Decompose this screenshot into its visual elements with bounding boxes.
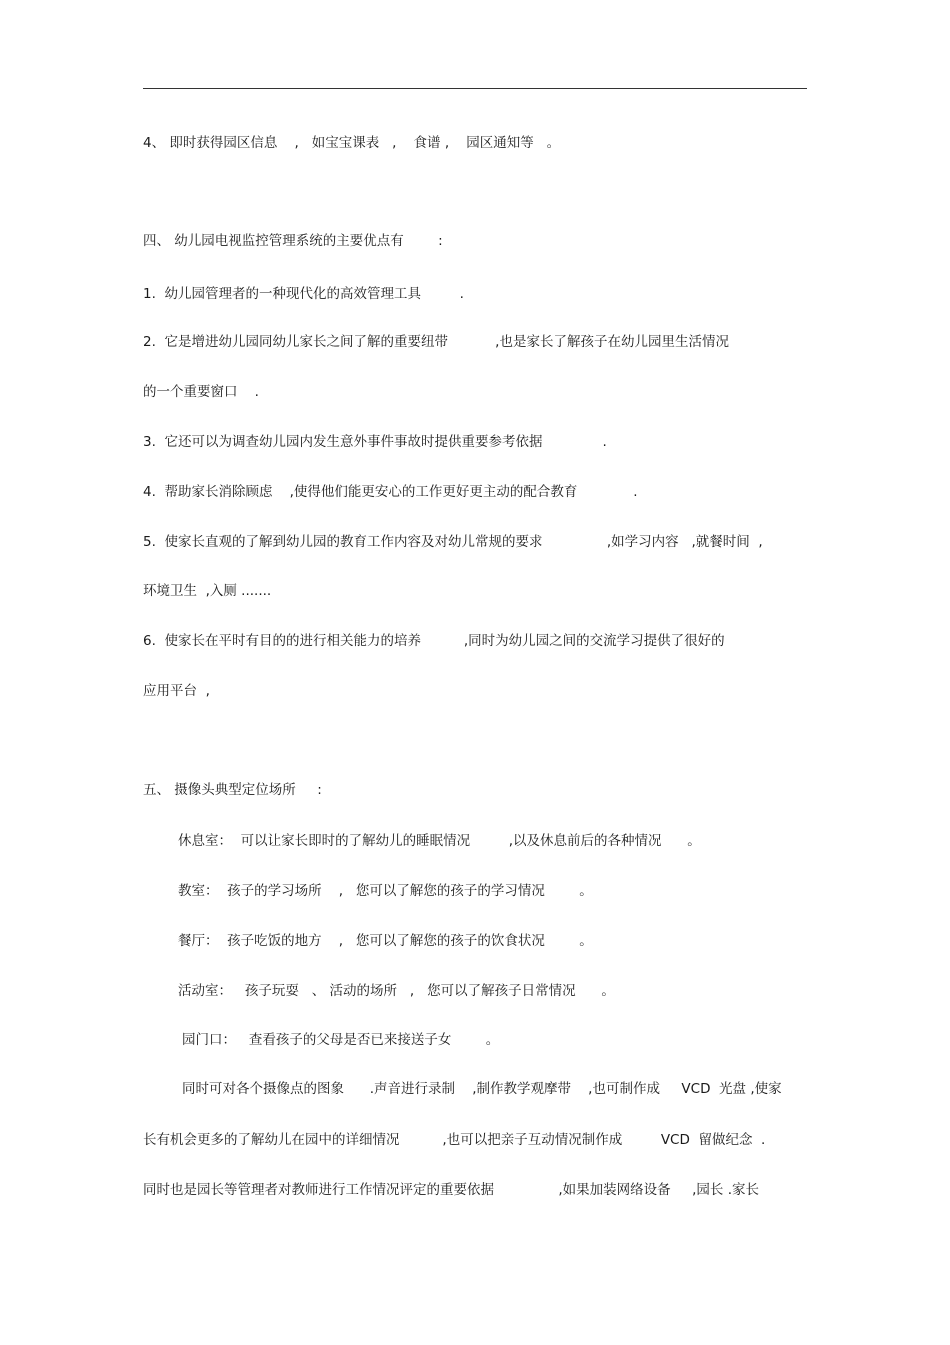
paragraph-line: 长有机会更多的了解幼儿在园中的详细情况 ,也可以把亲子互动情况制作成 VCD 留做纪念 . — [143, 1132, 766, 1148]
paragraph-line: 4. 帮助家长消除顾虑 ,使得他们能更安心的工作更好更主动的配合教育 . — [143, 484, 638, 500]
list-item: 休息室： 可以让家长即时的了解幼儿的睡眠情况 ,以及休息前后的各种情况 。 — [178, 833, 701, 849]
paragraph-line: 2. 它是增进幼儿园同幼儿家长之间了解的重要纽带 ,也是家长了解孩子在幼儿园里生活情况 — [143, 334, 729, 350]
paragraph-line: 5. 使家长直观的了解到幼儿园的教育工作内容及对幼儿常规的要求 ,如学习内容 ,就餐时间 , — [143, 534, 763, 550]
header-rule — [143, 88, 807, 89]
paragraph-line: 1. 幼儿园管理者的一种现代化的高效管理工具 . — [143, 286, 464, 302]
section-heading: 五、 摄像头典型定位场所 : — [143, 782, 322, 798]
paragraph-line: 6. 使家长在平时有目的的进行相关能力的培养 ,同时为幼儿园之间的交流学习提供了很好的 — [143, 633, 725, 649]
list-item: 活动室： 孩子玩耍 、 活动的场所 , 您可以了解孩子日常情况 。 — [178, 983, 615, 999]
paragraph-line: 3. 它还可以为调查幼儿园内发生意外事件事故时提供重要参考依据 . — [143, 434, 607, 450]
paragraph-line: 同时也是园长等管理者对教师进行工作情况评定的重要依据 ,如果加装网络设备 ,园长 .家长 — [143, 1182, 759, 1198]
paragraph-line: 环境卫生 ,入厕 ....... — [143, 583, 272, 599]
list-item: 餐厅： 孩子吃饭的地方 , 您可以了解您的孩子的饮食状况 。 — [178, 933, 593, 949]
paragraph-line: 的一个重要窗口 . — [143, 384, 259, 400]
list-item: 教室： 孩子的学习场所 , 您可以了解您的孩子的学习情况 。 — [178, 883, 593, 899]
list-item: 园门口： 查看孩子的父母是否已来接送子女 。 — [182, 1032, 500, 1048]
paragraph-line: 同时可对各个摄像点的图象 .声音进行录制 ,制作教学观摩带 ,也可制作成 VCD 光盘 ,使家 — [182, 1081, 782, 1097]
paragraph-line: 应用平台 , — [143, 683, 210, 699]
section-heading: 四、 幼儿园电视监控管理系统的主要优点有 : — [143, 233, 443, 249]
paragraph-line: 4、 即时获得园区信息 , 如宝宝课表 , 食谱 , 园区通知等 。 — [143, 135, 561, 151]
